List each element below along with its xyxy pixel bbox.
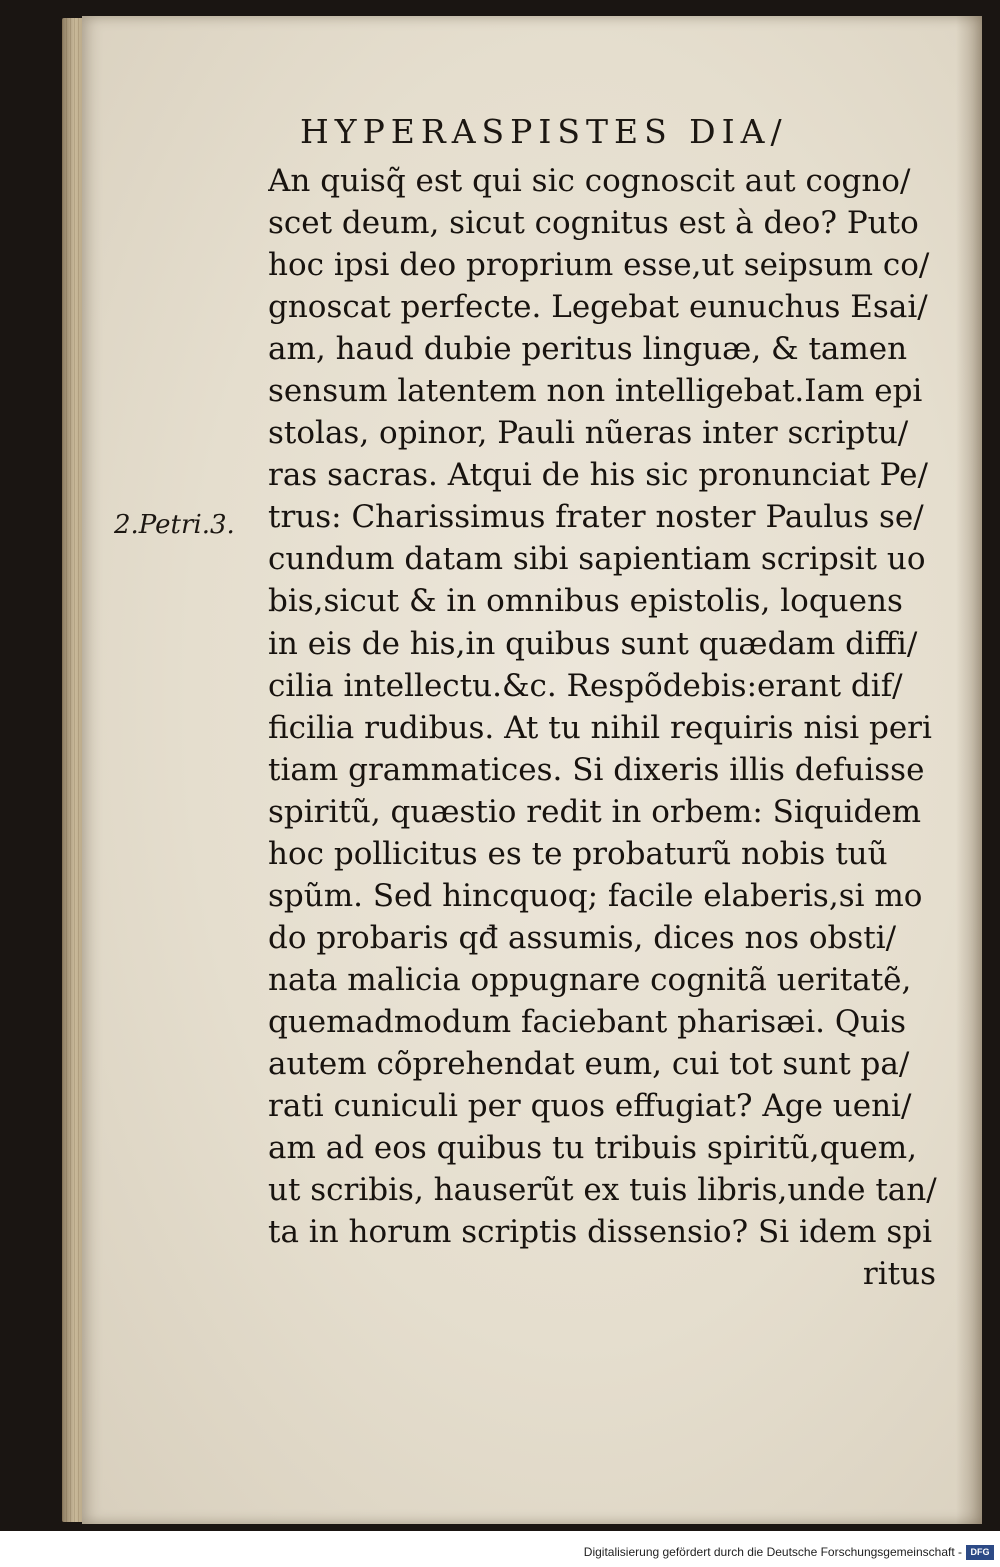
text-line: bis,sicut & in omnibus epistolis, loquens [268,583,903,620]
text-line: ut scribis, hauserũt ex tuis libris,unde tan/ [268,1172,937,1209]
text-line: in eis de his,in quibus sunt quædam diffi/ [268,625,918,662]
text-line: do probaris qđ assumis, dices nos obsti/ [268,919,897,956]
text-line: hoc ipsi deo proprium esse,ut seipsum co/ [268,247,930,284]
text-line: hoc pollicitus es te probaturũ nobis tuũ [268,835,888,872]
text-line: trus: Charissimus frater noster Paulus se/ [268,499,924,536]
text-line: gnoscat perfecte. Legebat eunuchus Esai/ [268,289,928,326]
text-line: An quisq̃ est qui sic cognoscit aut cogno/ [268,163,911,199]
text-line: spũm. Sed hincquoq; facile elaberis,si mo [268,877,923,914]
text-line: cundum datam sibi sapientiam scripsit uo [268,541,926,578]
text-line: sensum latentem non intelligebat.Iam epi [268,373,923,410]
running-head: HYPERASPISTES DIA/ [300,112,788,151]
footer-bar [0,1531,1000,1567]
catchword: ritus [862,1256,936,1293]
body-text [268,160,968,1295]
text-line: scet deum, sicut cognitus est à deo? Puto [268,205,919,242]
text-line: ficilia rudibus. At tu nihil requiris nisi peri [268,709,932,746]
text-line: ras sacras. Atqui de his sic pronunciat Pe/ [268,457,928,494]
dfg-logo-icon: DFG [966,1545,994,1560]
text-line: spiritũ, quæstio redit in orbem: Siquidem [268,793,922,830]
text-line: ta in horum scriptis dissensio? Si idem spi [268,1214,933,1251]
text-line: nata malicia oppugnare cognitã ueritatẽ, [268,961,912,998]
text-line: quemadmodum faciebant pharisæi. Quis [268,1003,907,1040]
text-line: stolas, opinor, Pauli nũeras inter scriptu/ [268,415,909,452]
text-line: cilia intellectu.&c. Respõdebis:erant dif/ [268,667,903,704]
margin-note: 2.Petri.3. [114,510,235,540]
text-line: rati cuniculi per quos effugiat? Age ueni/ [268,1088,912,1125]
text-line: tiam grammatices. Si dixeris illis defuisse [268,751,925,788]
text-line: am, haud dubie peritus linguæ, & tamen [268,331,908,368]
text-line: autem cõprehendat eum, cui tot sunt pa/ [268,1045,910,1082]
text-line: am ad eos quibus tu tribuis spiritũ,quem, [268,1130,918,1167]
funding-credit: Digitalisierung gefördert durch die Deutsche Forschungsgemeinschaft - [583,1545,962,1559]
